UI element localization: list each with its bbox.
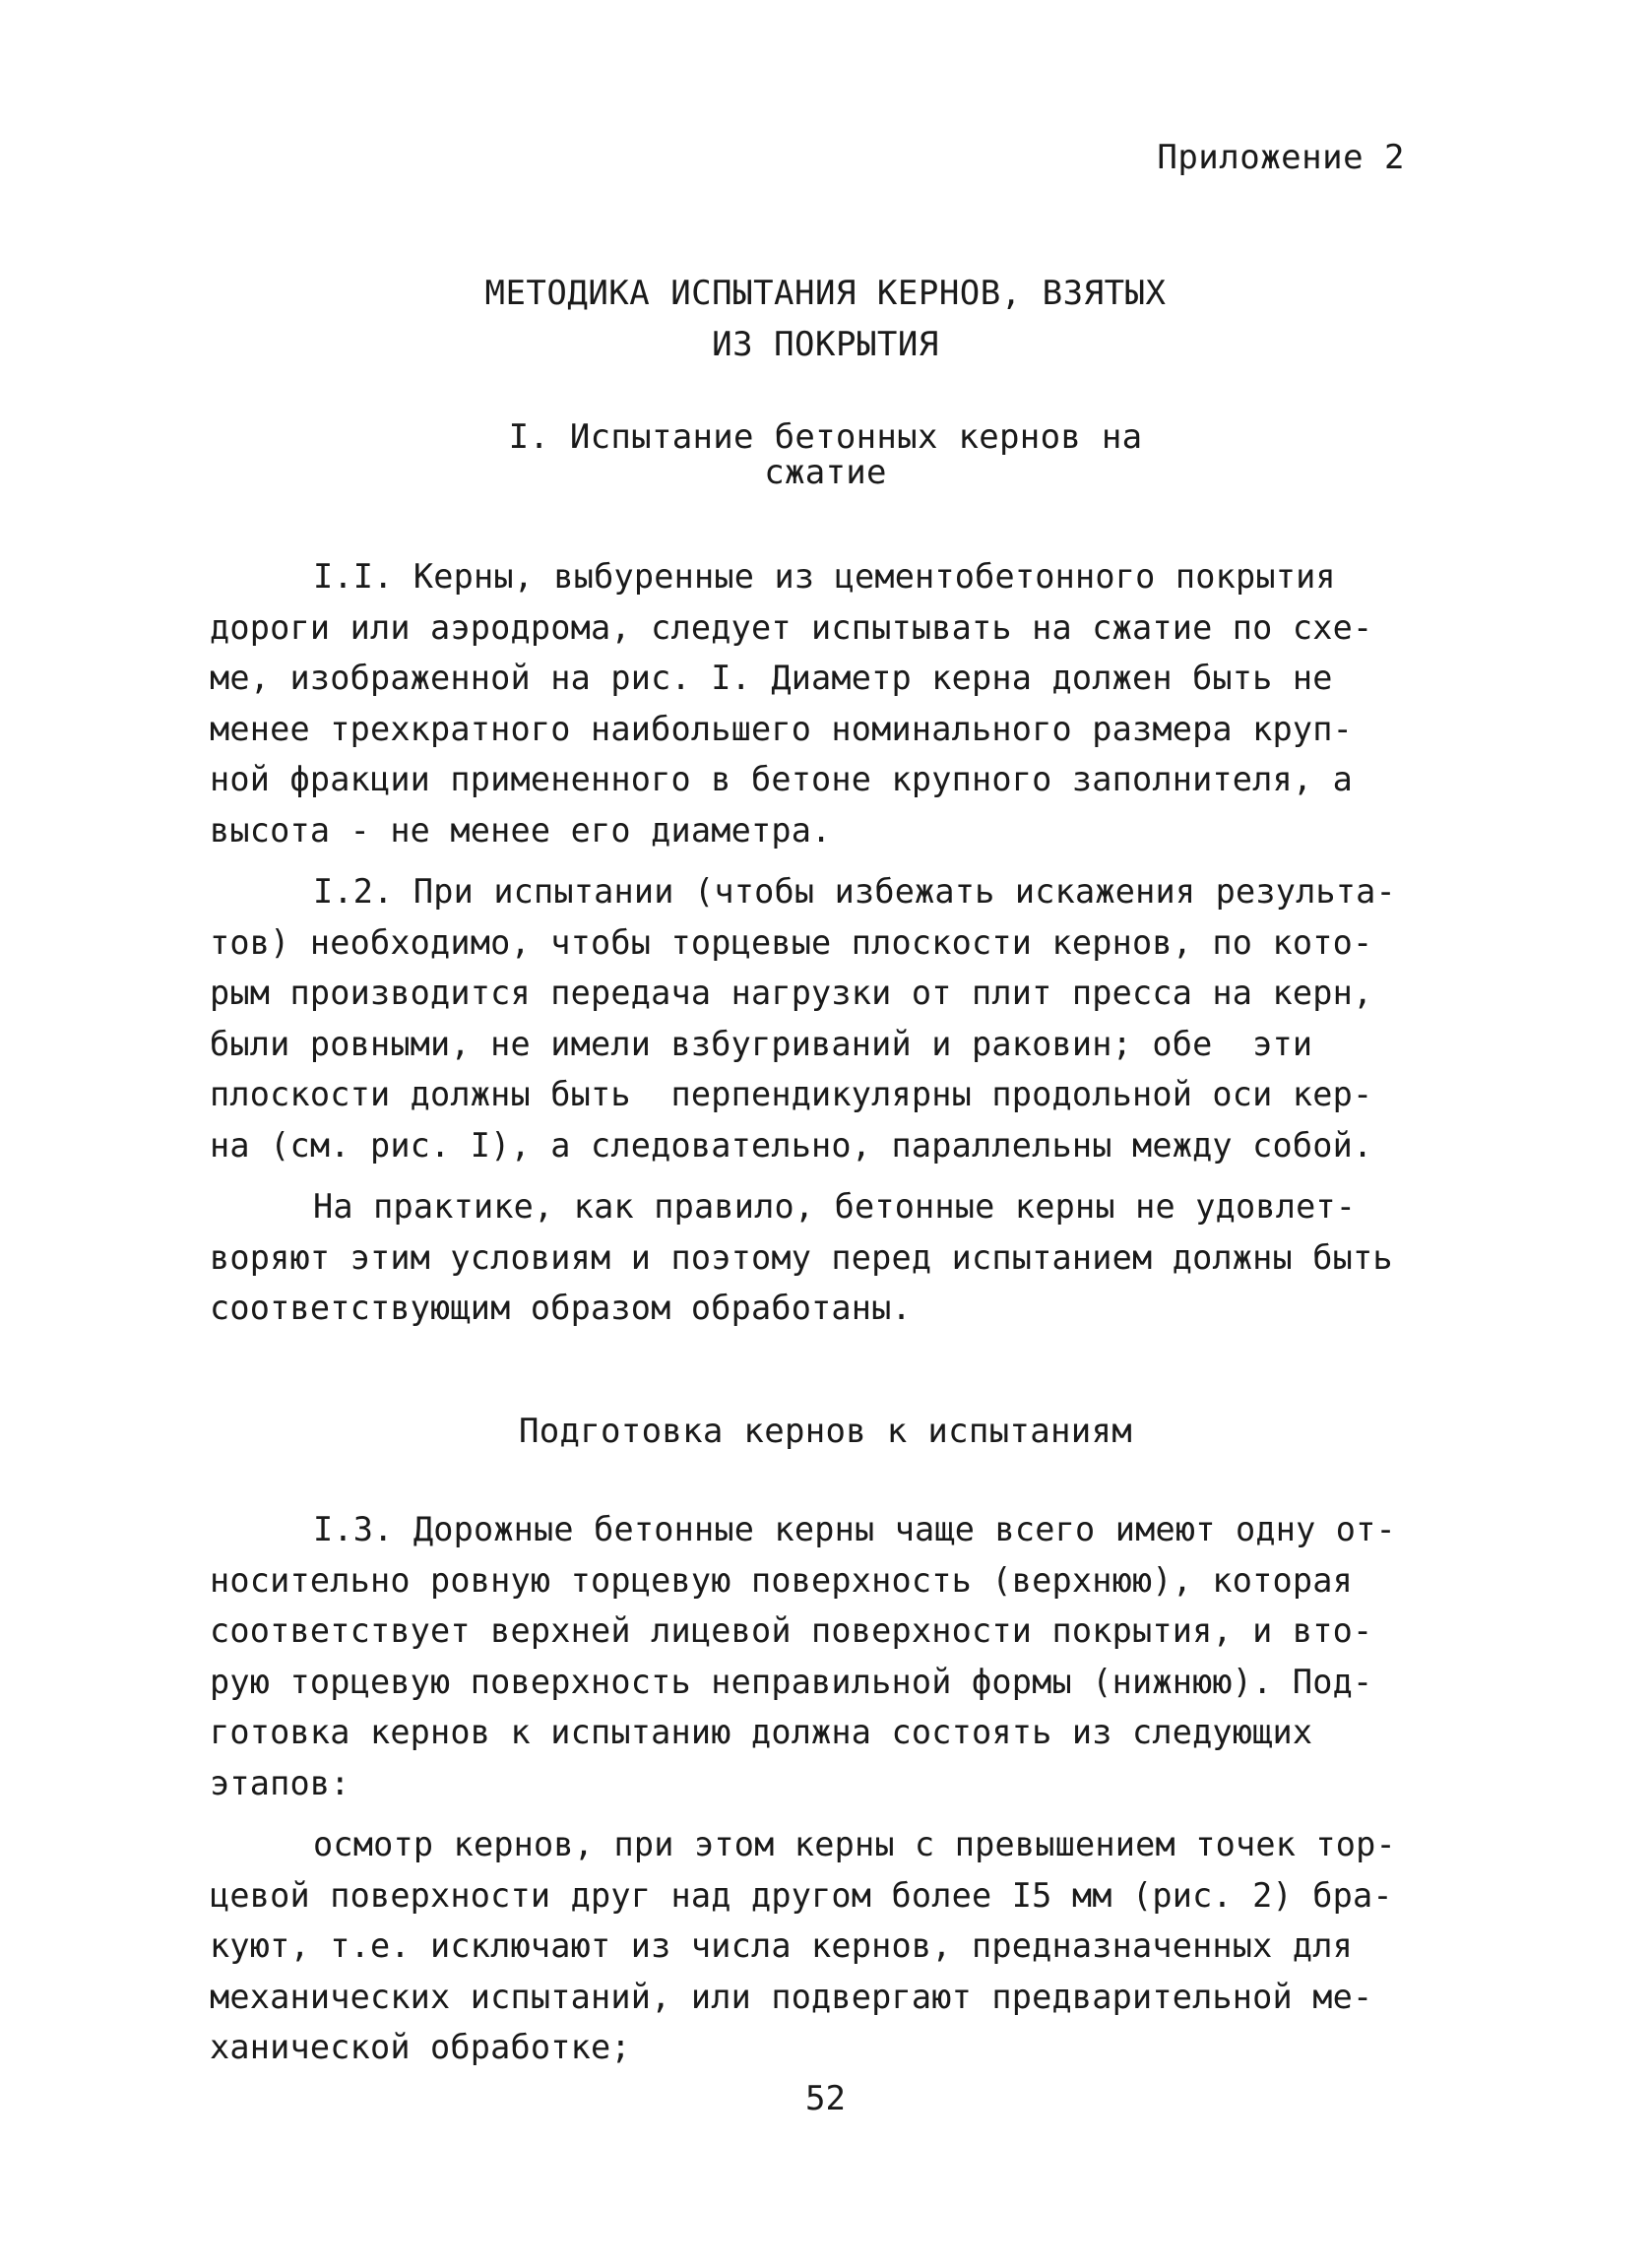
text-line: дороги или аэродрома, следует испытывать на сжатие по схе-: [210, 607, 1373, 647]
text-line: механических испытаний, или подвергают предварительной ме-: [210, 1977, 1373, 2016]
text-line: тов) необходимо, чтобы торцевые плоскости кернов, по кото-: [210, 922, 1373, 962]
text-line: соответствует верхней лицевой поверхности покрытия, и вто-: [210, 1611, 1373, 1650]
subsection-heading: Подготовка кернов к испытаниям: [518, 1412, 1133, 1451]
paragraph-practice: [210, 1181, 1450, 1334]
document-title-line-1: МЕТОДИКА ИСПЫТАНИЯ КЕРНОВ, ВЗЯТЫХ: [484, 274, 1167, 313]
paragraph-inspection: [210, 1819, 1450, 2073]
text-line: осмотр кернов, при этом керны с превышением точек тор-: [313, 1825, 1396, 1863]
text-line: менее трехкратного наибольшего номинального размера круп-: [210, 709, 1354, 748]
text-line: были ровными, не имели взбугриваний и раковин; обе эти: [210, 1024, 1313, 1063]
text-line: ме, изображенной на рис. I. Диаметр керна должен быть не: [210, 659, 1333, 697]
text-line: ханической обработке;: [210, 2028, 631, 2066]
text-line: I.I. Керны, выбуренные из цементобетонного покрытия: [313, 557, 1336, 596]
section-heading-line-2: сжатие: [764, 453, 887, 492]
text-line: плоскости должны быть перпендикулярны продольной оси кер-: [210, 1075, 1373, 1113]
text-line: воряют этим условиям и поэтому перед испытанием должны быть: [210, 1237, 1393, 1277]
text-line: на (см. рис. I), а следовательно, параллельны между собой.: [210, 1125, 1373, 1165]
text-line: рую торцевую поверхность неправильной формы (нижнюю). Под-: [210, 1662, 1373, 1701]
text-line: носительно ровную торцевую поверхность (верхнюю), которая: [210, 1560, 1354, 1600]
text-line: На практике, как правило, бетонные керны не удовлет-: [313, 1187, 1357, 1226]
section-heading-line-1: I. Испытание бетонных кернов на: [508, 417, 1143, 457]
page-number: 52: [805, 2079, 846, 2118]
document-title-line-2: ИЗ ПОКРЫТИЯ: [712, 325, 939, 364]
text-line: цевой поверхности друг над другом более I5 мм (рис. 2) бра-: [210, 1875, 1393, 1915]
text-line: соответствующим образом обработаны.: [210, 1289, 912, 1327]
appendix-label: Приложение 2: [1157, 138, 1405, 177]
text-line: ной фракции примененного в бетоне крупного заполнителя, а: [210, 760, 1354, 798]
paragraph-1-3: [210, 1504, 1450, 1808]
paragraph-1-2: [210, 866, 1450, 1170]
paragraph-1-1: [210, 551, 1450, 855]
text-line: куют, т.е. исключают из числа кернов, предназначенных для: [210, 1926, 1354, 1965]
text-line: этапов:: [210, 1763, 350, 1802]
text-line: I.3. Дорожные бетонные керны чаще всего имеют одну от-: [313, 1510, 1396, 1548]
text-line: готовка кернов к испытанию должна состоять из следующих: [210, 1713, 1313, 1751]
text-line: рым производится передача нагрузки от плит пресса на керн,: [210, 974, 1373, 1012]
text-line: I.2. При испытании (чтобы избежать искажения результа-: [313, 872, 1396, 911]
text-line: высота - не менее его диаметра.: [210, 810, 832, 850]
